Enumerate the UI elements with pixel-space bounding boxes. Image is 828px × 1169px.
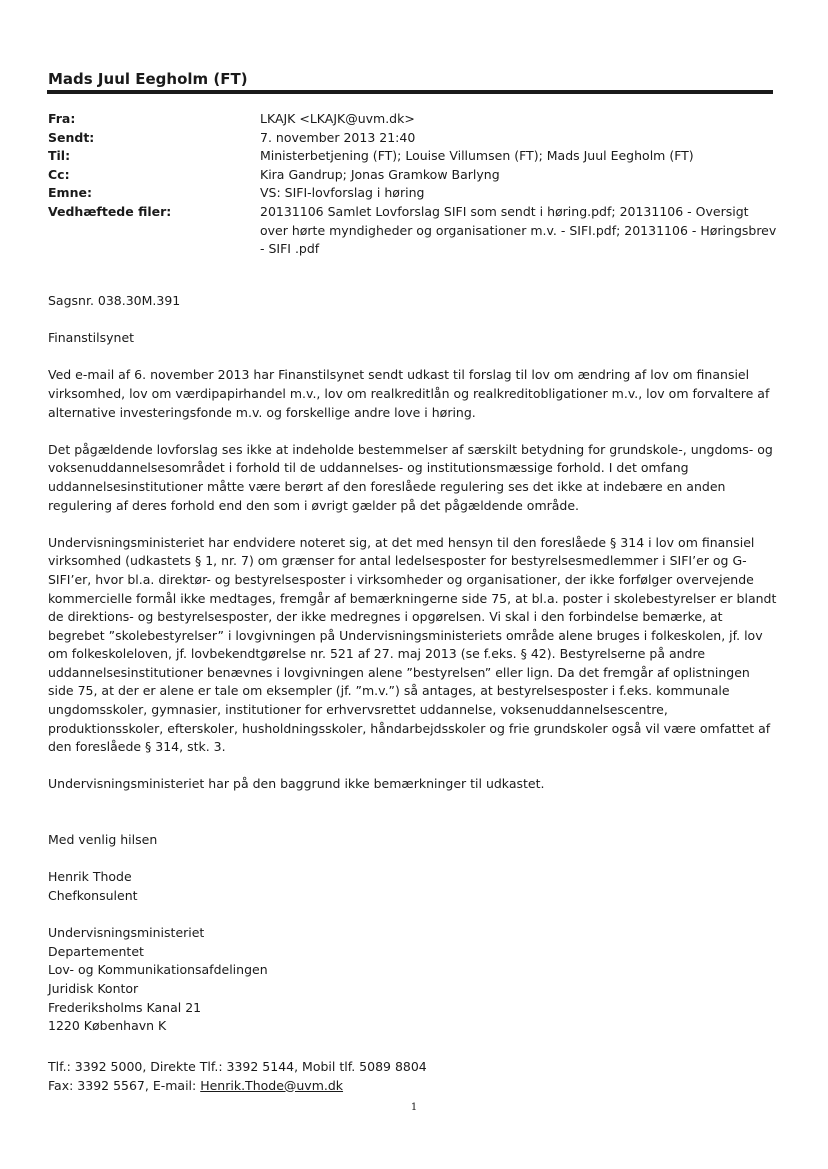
header-label-sent: Sendt: [48, 129, 95, 145]
header-row-from [48, 110, 778, 129]
fax-prefix: Fax: 3392 5567, E-mail: [48, 1077, 201, 1093]
page-number: 1 [410, 1102, 418, 1113]
address-line: Juridisk Kontor [48, 980, 139, 996]
contact-info [48, 1058, 778, 1095]
header-row-to [48, 147, 778, 166]
body-paragraph: Ved e-mail af 6. november 2013 har Finanstilsynet sendt udkast til forslag til lov om ændring af lov om finansiel virksomhed, lov om værdipapirhandel m.v., lov om realkreditlån og realkreditobligationer m.v., lov om forvaltere af alternative investeringsfonde m.v. og forskellige andre love i høring. [48, 367, 770, 420]
header-label-attachments: Vedhæftede filer: [48, 203, 172, 219]
header-label-to: Til: [48, 148, 71, 164]
header-value-attachments: 20131106 Samlet Lovforslag SIFI som sendt i høring.pdf; 20131106 - Oversigt over hørte myndigheder og organisationer m.v. - SIFI.pdf; 20131106 - Høringsbrev - SIFI .pdf [260, 203, 777, 257]
header-value-cc: Kira Gandrup; Jonas Gramkow Barlyng [260, 166, 500, 182]
signer-name: Henrik Thode [48, 869, 132, 885]
signer-title: Chefkonsulent [48, 888, 138, 903]
body-paragraph: Undervisningsministeriet har på den baggrund ikke bemærkninger til udkastet. [48, 776, 545, 792]
case-number: Sagsnr. 038.30M.391 [48, 293, 181, 308]
address-line: Undervisningsministeriet [48, 925, 205, 941]
address-line: Departementet [48, 943, 144, 959]
header-row-subject [48, 184, 778, 203]
phone-line: Tlf.: 3392 5000, Direkte Tlf.: 3392 5144, Mobil tlf. 5089 8804 [48, 1059, 427, 1074]
header-rule [47, 90, 773, 94]
address-line: Lov- og Kommunikationsafdelingen [48, 962, 268, 978]
sender-name: Mads Juul Eegholm (FT) [48, 70, 248, 88]
email-headers [48, 110, 778, 259]
recipient-line: Finanstilsynet [48, 330, 135, 346]
body-paragraph: Det pågældende lovforslag ses ikke at indeholde bestemmelser af særskilt betydning for grundskole-, ungdoms- og voksenuddannelsesområdet i forhold til de uddannelses- og institutionsmæssige forhold. I det omfang uddannelsesinstitutioner måtte være berørt af den foreslåede regulering ses det ikke at indebære en anden regulering af deres forhold end den som i øvrigt gælder på det pågældende område. [48, 441, 773, 513]
header-value-subject: VS: SIFI-lovforslag i høring [260, 185, 425, 201]
header-label-from: Fra: [48, 111, 76, 126]
header-value-to: Ministerbetjening (FT); Louise Villumsen (FT); Mads Juul Eegholm (FT) [260, 148, 694, 164]
header-value-from: LKAJK <LKAJK@uvm.dk> [260, 111, 415, 126]
email-body [48, 292, 778, 1054]
header-row-sent [48, 129, 778, 148]
address-line: Frederiksholms Kanal 21 [48, 999, 202, 1015]
organization-address [48, 924, 778, 1036]
body-paragraph: Undervisningsministeriet har endvidere noteret sig, at det med hensyn til den foreslåede § 314 i lov om finansiel virksomhed (udkastets § 1, nr. 7) om grænser for antal ledelsesposter for bestyrelsesmedlemmer i SIFI’er og G-SIFI’er, hvor bl.a. direktør- og bestyrelsesposter i virksomheder og organisationer, der ikke forfølger overvejende kommercielle formål ikke medtages, fremgår af bemærkningerne side 75, at bl.a. poster i skolebestyrelser er blandt de direktions- og bestyrelsesposter, der ikke medregnes i opgørelsen. Vi skal i den forbindelse bemærke, at begrebet ”skolebestyrelser” i lovgivningen på Undervisningsministeriets område alene bruges i folkeskolen, jf. lov om folkeskoleloven, jf. lovbekendtgørelse nr. 521 af 27. maj 2013 (se f.eks. § 42). Bestyrelserne på andre uddannelsesinstitutioner benævnes i lovgivningen alene ”bestyrelsen” eller lign. Da det fremgår af oplistningen side 75, at der er alene er tale om eksempler (jf. ”m.v.”) så antages, at bestyrelsesposter i f.eks. kommunale ungdomsskoler, gymnasier, institutioner for erhvervsrettet uddannelse, voksenuddannelsescentre, produktionsskoler, efterskoler, husholdningsskoler, håndarbejdsskoler og frie grundskoler også vil være omfattet af den foreslåede § 314, stk. 3. [48, 534, 777, 755]
header-value-sent: 7. november 2013 21:40 [260, 129, 416, 145]
closing-line: Med venlig hilsen [48, 832, 158, 848]
header-label-subject: Emne: [48, 185, 92, 201]
address-line: 1220 København K [48, 1018, 167, 1034]
email-link[interactable]: Henrik.Thode@uvm.dk [200, 1077, 344, 1093]
signature [48, 868, 778, 905]
fax-email-line [48, 1077, 778, 1096]
header-row-cc [48, 166, 778, 185]
header-row-attachments [48, 203, 778, 259]
header-label-cc: Cc: [48, 166, 70, 182]
